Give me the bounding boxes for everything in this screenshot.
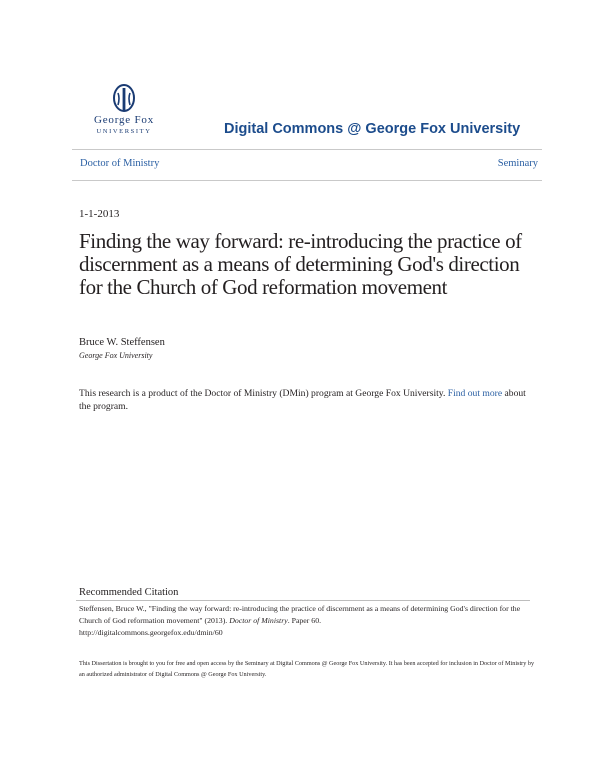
site-title-link[interactable]: Digital Commons @ George Fox University [224,121,521,137]
logo-name: George Fox [93,114,155,126]
access-statement: This Dissertation is brought to you for free and open access by the Seminary at Digital Commons @ George Fox University. It has been accepted for inclusion in Doctor of Ministry by an authorized administrator of Digital Commons @ George Fox University. [79,660,535,678]
university-logo [78,84,170,142]
program-note-text: This research is a product of the Doctor of Ministry (DMin) program at George Fox University. [79,388,448,399]
citation-series: Doctor of Ministry [229,615,288,625]
citation-text [79,603,539,638]
breadcrumb-department-link[interactable]: Seminary [497,158,538,169]
program-note-tail: about the program. [79,388,526,412]
author-name: Bruce W. Steffensen [79,337,165,348]
document-title: Finding the way forward: re-introducing the practice of discernment as a means of determining God's direction for the Church of God reformation movement [79,229,522,299]
university-seal-icon [111,84,137,114]
author-affiliation: George Fox University [79,351,153,360]
breadcrumb-collection-link[interactable]: Doctor of Ministry [80,158,160,169]
recommended-citation-heading: Recommended Citation [79,587,179,598]
find-out-more-link[interactable]: Find out more [447,388,503,399]
logo-subtitle: UNIVERSITY [96,128,152,135]
citation-url[interactable]: http://digitalcommons.georgefox.edu/dmin/60 [79,627,223,637]
program-note [79,387,539,413]
citation-part-2: . Paper 60. [287,615,322,625]
breadcrumb [72,149,542,181]
citation-divider [76,600,530,601]
publication-date: 1-1-2013 [79,208,120,220]
citation-part-1: Steffensen, Bruce W., "Finding the way forward: re-introducing the practice of discernment as a means of determining God's direction for the Church of God reformation movement" (2013). [79,604,521,625]
